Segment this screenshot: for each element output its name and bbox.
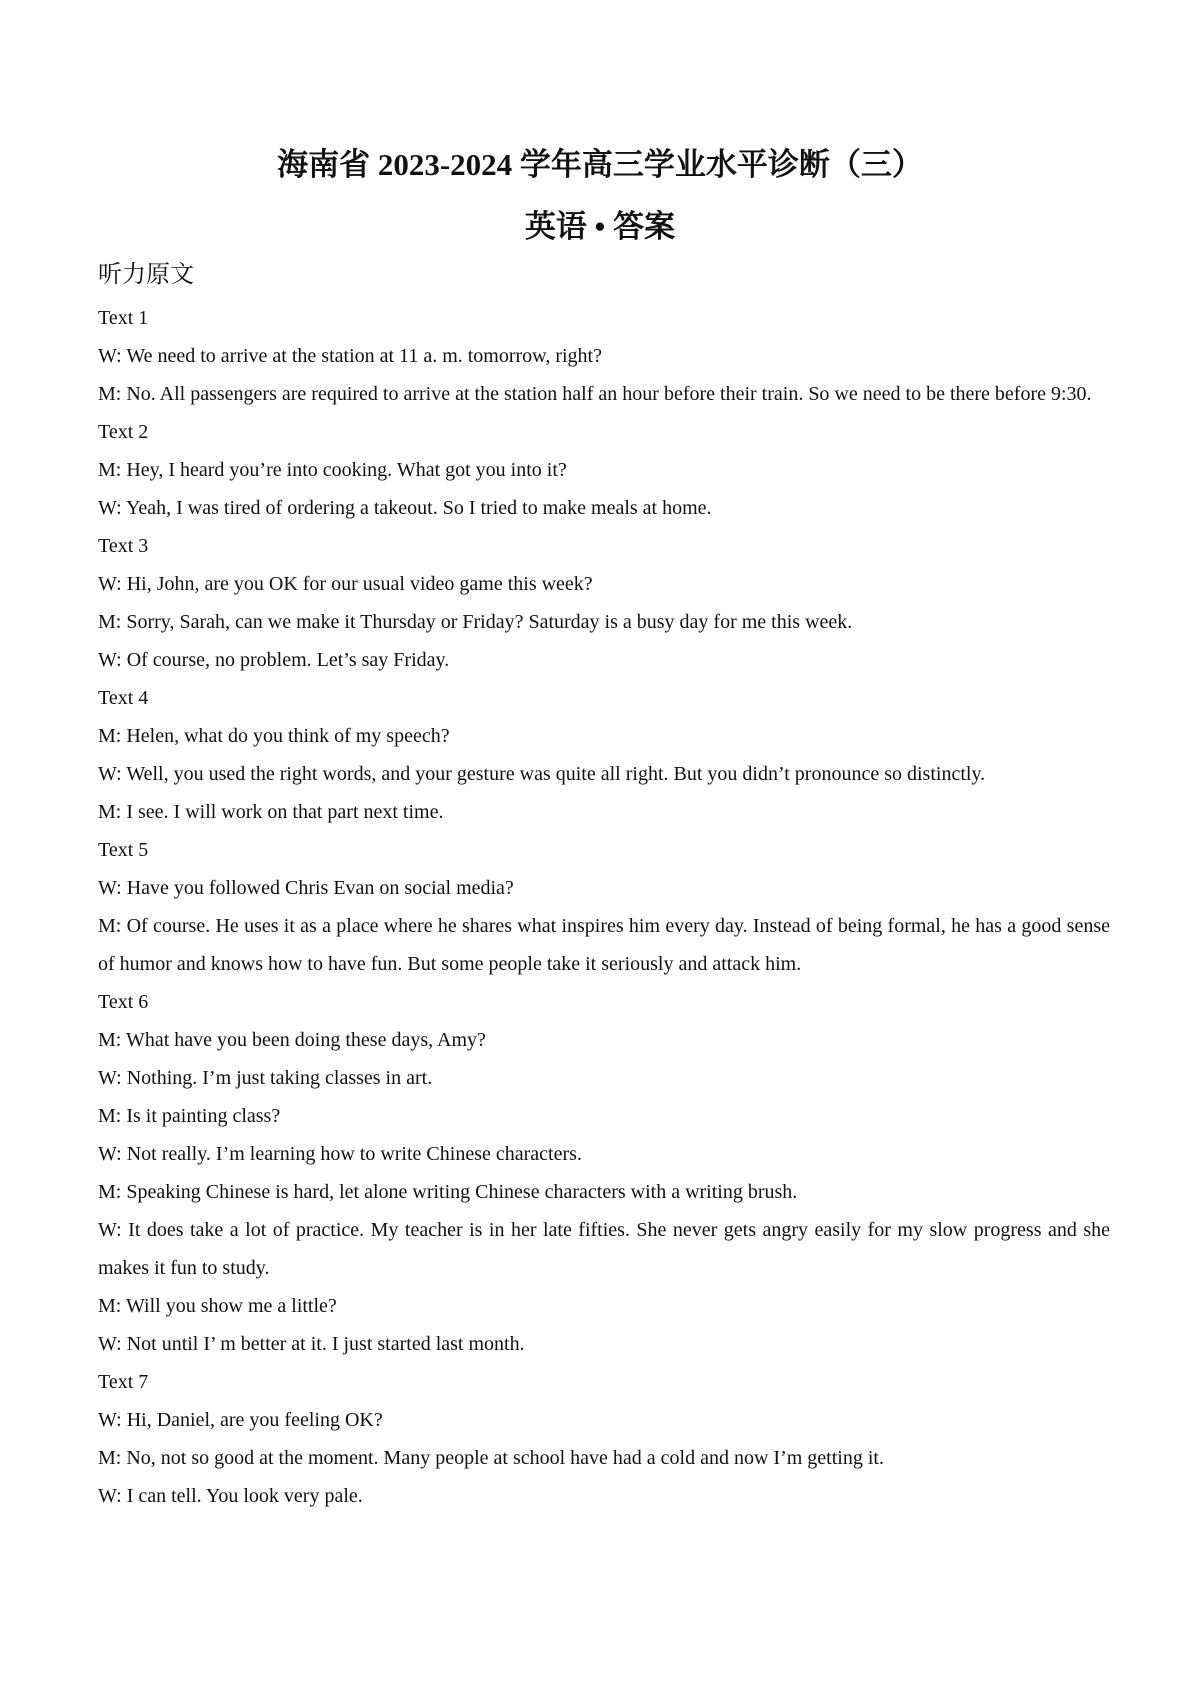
dialogue-line: W: Not until I’ m better at it. I just started last month. xyxy=(98,1333,525,1355)
dialogue-line: W: Not really. I’m learning how to write Chinese characters. xyxy=(98,1143,582,1165)
dialogue-line: W: Have you followed Chris Evan on social media? xyxy=(98,877,514,899)
text-label: Text 4 xyxy=(98,687,149,709)
text-label: Text 6 xyxy=(98,991,149,1013)
dialogue-line: M: Of course. He uses it as a place where he shares what inspires him every day. Instead of being formal, he has a good sense of humor and knows how to have fun. But some people take it seriously and attack him. xyxy=(98,915,1110,975)
dialogue-line: W: Hi, John, are you OK for our usual video game this week? xyxy=(98,573,593,595)
text-label: Text 3 xyxy=(98,535,149,557)
document-title: 海南省 2023-2024 学年高三学业水平诊断（三） xyxy=(277,147,923,182)
dialogue-line: M: Sorry, Sarah, can we make it Thursday or Friday? Saturday is a busy day for me this week. xyxy=(98,611,853,633)
dialogue-line: M: Is it painting class? xyxy=(98,1105,281,1127)
document-subtitle: 英语 • 答案 xyxy=(524,209,676,244)
text-label: Text 7 xyxy=(98,1371,149,1393)
dialogue-line: M: Hey, I heard you’re into cooking. What got you into it? xyxy=(98,459,567,481)
dialogue-line: W: It does take a lot of practice. My teacher is in her late fifties. She never gets angry easily for my slow progress and she makes it fun to study. xyxy=(98,1219,1110,1279)
dialogue-line: W: Well, you used the right words, and your gesture was quite all right. But you didn’t pronounce so distinctly. xyxy=(98,763,986,785)
dialogue-line: W: Yeah, I was tired of ordering a takeout. So I tried to make meals at home. xyxy=(98,497,712,519)
text-label: Text 1 xyxy=(98,307,149,329)
dialogue-line: M: I see. I will work on that part next time. xyxy=(98,801,444,823)
dialogue-line: W: Nothing. I’m just taking classes in art. xyxy=(98,1067,433,1089)
dialogue-line: M: No, not so good at the moment. Many people at school have had a cold and now I’m getting it. xyxy=(98,1447,884,1469)
dialogue-line: M: No. All passengers are required to arrive at the station half an hour before their train. So we need to be there before 9:30. xyxy=(98,383,1092,405)
dialogue-line: M: Helen, what do you think of my speech? xyxy=(98,725,450,747)
section-heading: 听力原文 xyxy=(98,262,194,288)
dialogue-line: W: We need to arrive at the station at 11 a. m. tomorrow, right? xyxy=(98,345,602,367)
dialogue-line: W: Hi, Daniel, are you feeling OK? xyxy=(98,1409,383,1431)
dialogue-line: W: I can tell. You look very pale. xyxy=(98,1485,363,1507)
text-label: Text 2 xyxy=(98,421,149,443)
dialogue-line: W: Of course, no problem. Let’s say Friday. xyxy=(98,649,450,671)
dialogue-line: M: Speaking Chinese is hard, let alone writing Chinese characters with a writing brush. xyxy=(98,1181,798,1203)
transcript-list xyxy=(98,299,1110,1515)
dialogue-line: M: Will you show me a little? xyxy=(98,1295,337,1317)
text-label: Text 5 xyxy=(98,839,149,861)
dialogue-line: M: What have you been doing these days, Amy? xyxy=(98,1029,486,1051)
